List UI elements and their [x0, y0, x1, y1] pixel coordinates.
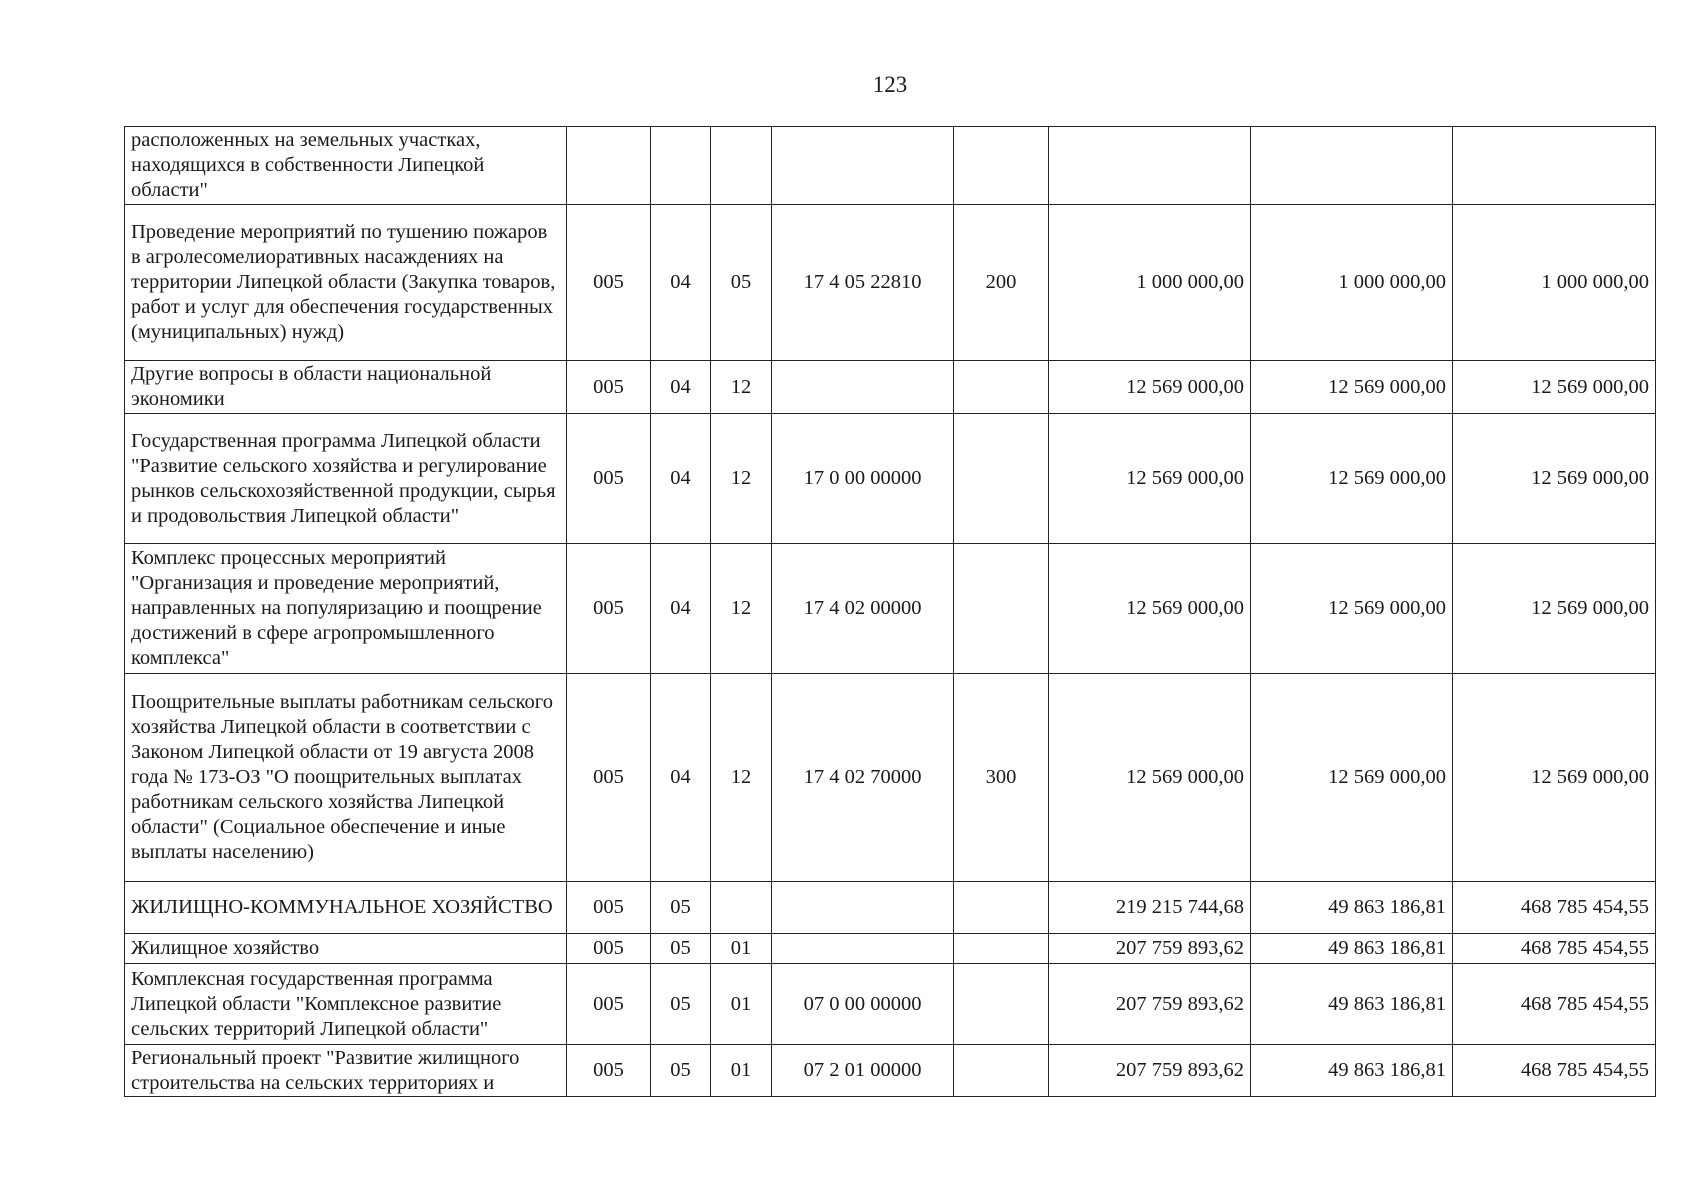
cell-sum-2 — [1251, 127, 1453, 205]
cell-razdel: 04 — [651, 205, 711, 361]
cell-sum-1 — [1049, 127, 1251, 205]
cell-vr — [954, 361, 1049, 414]
cell-podrazdel: 01 — [711, 934, 772, 964]
cell-razdel: 05 — [651, 1045, 711, 1097]
cell-sum-1: 1 000 000,00 — [1049, 205, 1251, 361]
cell-ved: 005 — [567, 1045, 651, 1097]
table-row — [125, 414, 1656, 544]
cell-csr — [772, 127, 954, 205]
cell-sum-1: 12 569 000,00 — [1049, 414, 1251, 544]
cell-razdel: 05 — [651, 882, 711, 934]
table-row — [125, 544, 1656, 674]
cell-podrazdel — [711, 127, 772, 205]
cell-razdel: 05 — [651, 934, 711, 964]
cell-podrazdel: 01 — [711, 964, 772, 1045]
cell-ved: 005 — [567, 205, 651, 361]
cell-csr: 17 4 05 22810 — [772, 205, 954, 361]
cell-sum-3 — [1453, 127, 1656, 205]
cell-sum-2: 12 569 000,00 — [1251, 544, 1453, 674]
cell-sum-1: 12 569 000,00 — [1049, 674, 1251, 882]
row-name: Поощрительные выплаты работникам сельского хозяйства Липецкой области в соответствии с Законом Липецкой области от 19 августа 2008 года № 173-ОЗ "О поощрительных выплатах работникам сельского хозяйства Липецкой области" (Социальное обеспечение и иные выплаты населению) — [125, 674, 567, 882]
cell-ved: 005 — [567, 414, 651, 544]
row-name: Другие вопросы в области национальной экономики — [125, 361, 567, 414]
cell-razdel: 04 — [651, 544, 711, 674]
cell-razdel — [651, 127, 711, 205]
cell-sum-2: 49 863 186,81 — [1251, 882, 1453, 934]
cell-sum-3: 468 785 454,55 — [1453, 882, 1656, 934]
cell-sum-3: 468 785 454,55 — [1453, 1045, 1656, 1097]
row-name: Комплексная государственная программа Липецкой области "Комплексное развитие сельских территорий Липецкой области" — [125, 964, 567, 1045]
cell-csr: 17 4 02 70000 — [772, 674, 954, 882]
cell-sum-3: 12 569 000,00 — [1453, 361, 1656, 414]
page-number: 123 — [872, 72, 908, 97]
cell-vr: 200 — [954, 205, 1049, 361]
cell-sum-3: 12 569 000,00 — [1453, 674, 1656, 882]
cell-csr — [772, 361, 954, 414]
cell-razdel: 04 — [651, 674, 711, 882]
cell-vr — [954, 127, 1049, 205]
cell-ved: 005 — [567, 934, 651, 964]
budget-table — [124, 126, 1656, 1097]
cell-csr — [772, 934, 954, 964]
cell-sum-3: 468 785 454,55 — [1453, 964, 1656, 1045]
cell-podrazdel — [711, 882, 772, 934]
row-name: Проведение мероприятий по тушению пожаров в агролесомелиоративных насаждениях на территории Липецкой области (Закупка товаров, работ и услуг для обеспечения государственных (муниципальных) нужд) — [125, 205, 567, 361]
cell-sum-1: 207 759 893,62 — [1049, 964, 1251, 1045]
cell-sum-3: 12 569 000,00 — [1453, 544, 1656, 674]
table-row — [125, 674, 1656, 882]
cell-sum-3: 12 569 000,00 — [1453, 414, 1656, 544]
cell-sum-1: 12 569 000,00 — [1049, 361, 1251, 414]
cell-vr — [954, 934, 1049, 964]
cell-podrazdel: 05 — [711, 205, 772, 361]
cell-sum-1: 207 759 893,62 — [1049, 934, 1251, 964]
cell-razdel: 04 — [651, 361, 711, 414]
cell-razdel: 05 — [651, 964, 711, 1045]
row-name: ЖИЛИЩНО-КОММУНАЛЬНОЕ ХОЗЯЙСТВО — [125, 882, 567, 934]
cell-vr: 300 — [954, 674, 1049, 882]
cell-csr: 17 4 02 00000 — [772, 544, 954, 674]
row-name: Жилищное хозяйство — [125, 934, 567, 964]
cell-vr — [954, 544, 1049, 674]
cell-podrazdel: 12 — [711, 361, 772, 414]
row-name: Региональный проект "Развитие жилищного строительства на сельских территориях и — [125, 1045, 567, 1097]
cell-vr — [954, 414, 1049, 544]
cell-sum-2: 49 863 186,81 — [1251, 1045, 1453, 1097]
table-row — [125, 127, 1656, 205]
cell-sum-1: 207 759 893,62 — [1049, 1045, 1251, 1097]
table-row — [125, 1045, 1656, 1097]
cell-sum-2: 12 569 000,00 — [1251, 361, 1453, 414]
cell-vr — [954, 882, 1049, 934]
cell-podrazdel: 12 — [711, 544, 772, 674]
cell-ved: 005 — [567, 964, 651, 1045]
cell-ved: 005 — [567, 882, 651, 934]
table-row — [125, 964, 1656, 1045]
table-row — [125, 882, 1656, 934]
cell-csr: 07 2 01 00000 — [772, 1045, 954, 1097]
cell-podrazdel: 12 — [711, 674, 772, 882]
cell-sum-1: 12 569 000,00 — [1049, 544, 1251, 674]
table-row — [125, 361, 1656, 414]
cell-sum-2: 1 000 000,00 — [1251, 205, 1453, 361]
row-name: расположенных на земельных участках, находящихся в собственности Липецкой области" — [125, 127, 567, 205]
cell-sum-3: 1 000 000,00 — [1453, 205, 1656, 361]
cell-ved — [567, 127, 651, 205]
cell-sum-2: 49 863 186,81 — [1251, 964, 1453, 1045]
table-row — [125, 934, 1656, 964]
cell-podrazdel: 12 — [711, 414, 772, 544]
cell-csr — [772, 882, 954, 934]
cell-sum-1: 219 215 744,68 — [1049, 882, 1251, 934]
cell-csr: 17 0 00 00000 — [772, 414, 954, 544]
cell-csr: 07 0 00 00000 — [772, 964, 954, 1045]
cell-sum-2: 12 569 000,00 — [1251, 414, 1453, 544]
cell-sum-3: 468 785 454,55 — [1453, 934, 1656, 964]
cell-razdel: 04 — [651, 414, 711, 544]
cell-podrazdel: 01 — [711, 1045, 772, 1097]
row-name: Комплекс процессных мероприятий "Организация и проведение мероприятий, направленных на популяризацию и поощрение достижений в сфере агропромышленного комплекса" — [125, 544, 567, 674]
cell-vr — [954, 1045, 1049, 1097]
cell-sum-2: 49 863 186,81 — [1251, 934, 1453, 964]
cell-sum-2: 12 569 000,00 — [1251, 674, 1453, 882]
table-row — [125, 205, 1656, 361]
cell-ved: 005 — [567, 361, 651, 414]
cell-ved: 005 — [567, 674, 651, 882]
row-name: Государственная программа Липецкой области "Развитие сельского хозяйства и регулирование рынков сельскохозяйственной продукции, сырья и продовольствия Липецкой области" — [125, 414, 567, 544]
cell-ved: 005 — [567, 544, 651, 674]
cell-vr — [954, 964, 1049, 1045]
